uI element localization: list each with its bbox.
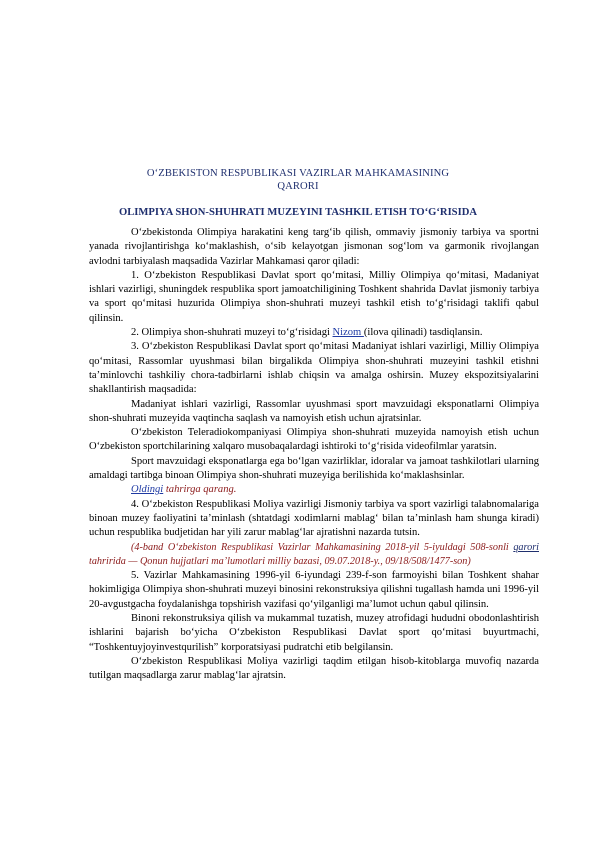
previous-edition-link[interactable]: Oldingi — [131, 484, 164, 496]
clause-3: 3. O‘zbekiston Respublikasi Davlat sport qo‘mitasi Madaniyat ishlari vazirligi, Milliy Olimpiya qo‘mitasi, Rassomlar uyushmasi bilan birgalikda Olimpiya shon-shuhrati muzeyini tashkil etishni ta’minlovchi tashkiliy chora-tadbirlarni ishlab chiqsin va amalga oshirsin. Muzey ekspozitsiyalarini shakllantirish maqsadida: — [89, 341, 539, 396]
clause-5-reconstruction: Binoni rekonstruksiya qilish va mukammal tuzatish, muzey atrofidagi hududni obodonlashtirish ishlarini bajarish bo‘yicha O‘zbekiston Respublikasi Davlat sport qo‘mitasi buyurtmachi, “Toshkentuyjoyinvestqurilish” korporatsiyasi pudratchi etib belgilansin. — [89, 613, 539, 653]
clause-2 — [89, 326, 539, 340]
nizom-link[interactable]: Nizom — [332, 327, 364, 339]
issuer-header: O‘ZBEKISTON RESPUBLIKASI VAZIRLAR MAHKAMASINING — [146, 168, 450, 179]
amendment-note — [89, 541, 539, 570]
clause-5: 5. Vazirlar Mahkamasining 1996-yil 6-iyundagi 239-f-son farmoyishi bilan Toshkent shahar hokimligiga Olimpiya shon-shuhrati muzeyi binosini rekonstruksiya qilishni tugallash hamda uni 1996-yil 20-avgustgacha foydalanishga topshirish vazifasi qo‘yilganligi ma’lumot uchun qabul qilinsin. — [89, 570, 539, 610]
clause-2-text-start: 2. Olimpiya shon-shuhrati muzeyi to‘g‘risidagi — [131, 327, 333, 339]
document-type: QARORI — [277, 181, 319, 192]
intro-paragraph: O‘zbekistonda Olimpiya harakatini keng targ‘ib qilish, ommaviy jismoniy tarbiya va sportni yanada rivojlantirishga ko‘maklashish, o‘sib kelayotgan jismonan sog‘lom va garmonik rivojlangan avlodni tarbiyalash maqsadida Vazirlar Mahkamasi qaror qiladi: — [89, 227, 539, 267]
clause-5-funding: O‘zbekiston Respublikasi Moliya vazirligi taqdim etilgan hisob-kitoblarga muvofiq nazarda tutilgan maqsadlarga zarur mablag‘lar ajratsin. — [89, 655, 539, 682]
clause-3-teleradio: O‘zbekiston Teleradiokompaniyasi Olimpiya shon-shuhrati muzeyida namoyish etish uchun O‘zbekiston sportchilarining xalqaro musobaqalardagi ishtiroki to‘g‘risida videofilmlar yaratsin. — [89, 427, 539, 453]
clause-3-ministries: Sport mavzuidagi eksponatlarga ega bo‘lgan vazirliklar, idoralar va jamoat tashkilotlari ularning amaldagi tartibga binoan Olimpiya shon-shuhrati muzeyiga berilishida ko‘maklashsinlar. — [89, 455, 539, 482]
document-body — [89, 226, 539, 684]
amendment-note-start: (4-band O‘zbekiston Respublikasi Vazirlar Mahkamasining 2018-yil 5-iyuldagi 508-sonli — [131, 541, 514, 553]
qarori-link[interactable]: qarori — [513, 541, 539, 553]
previous-edition-text: tahrirga qarang. — [163, 484, 237, 496]
document-title: OLIMPIYA SHON-SHUHRATI MUZEYINI TASHKIL ETISH TO‘G‘RISIDA — [118, 207, 478, 218]
clause-3-culture: Madaniyat ishlari vazirligi, Rassomlar uyushmasi sport mavzuidagi eksponatlarni Olimpiya shon-shuhrati muzeyida vaqtincha saqlash va namoyish etish uchun ajratsinlar. — [89, 398, 539, 424]
amendment-note-end: tahririda — Qonun hujjatlari ma’lumotlari milliy bazasi, 09.07.2018-y., 09/18/508/1477-son) — [89, 555, 471, 567]
clause-2-text-end: (ilova qilinadi) tasdiqlansin. — [363, 327, 483, 339]
clause-4: 4. O‘zbekiston Respublikasi Moliya vazirligi Jismoniy tarbiya va sport vazirligi talabnomalariga binoan muzey faoliyatini ta’minlash (shtatdagi xodimlarni mablag‘ bilan ta’minlash ham shunga kiradi) uchun respublika budjetidan har yili zarur mablag‘lar ajratishni nazarda tutsin. — [89, 498, 539, 539]
previous-edition-note — [89, 483, 539, 497]
clause-1: 1. O‘zbekiston Respublikasi Davlat sport qo‘mitasi, Milliy Olimpiya qo‘mitasi, Madaniyat ishlari vazirligi, shuningdek respublika sport jamoatchiligining Toshkent shahrida Davlat jismoniy tarbiya va sport qo‘mitasi huzurida Olimpiya shon-shuhrati muzeyi tashkil etish to‘g‘risidagi taklifi qabul qilinsin. — [89, 269, 539, 324]
